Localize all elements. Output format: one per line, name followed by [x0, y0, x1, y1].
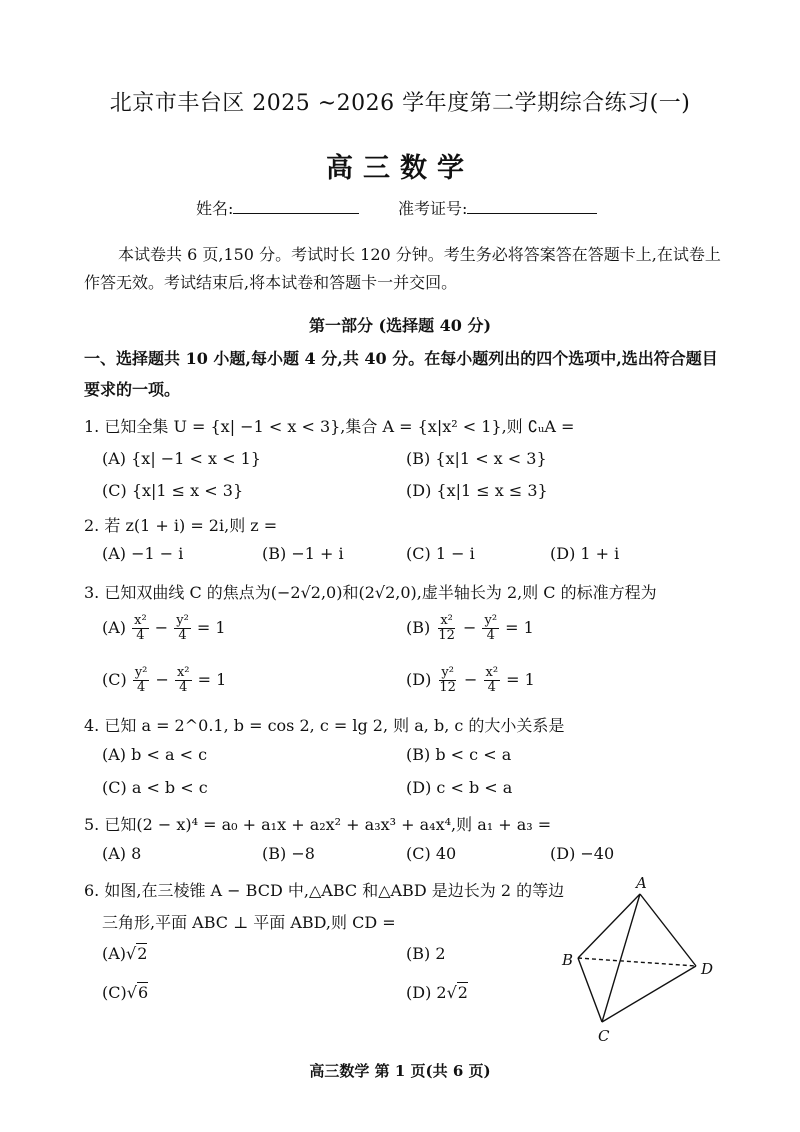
name-label: 姓名: [196, 199, 234, 218]
q3-c-den2: 4 [179, 680, 188, 695]
vertex-label-d: D [701, 960, 714, 978]
q3-d-num2: x² [485, 665, 499, 680]
q2-option-a: (A) −1 − i [102, 544, 184, 563]
q3-b-rhs: = 1 [505, 618, 534, 637]
q3-d-rhs: = 1 [506, 670, 535, 689]
q3-b-label: (B) [406, 618, 431, 637]
q5-option-b: (B) −8 [262, 844, 315, 863]
exam-title: 北京市丰台区 2025 ~2026 学年度第二学期综合练习(一) [109, 91, 691, 116]
q2-option-d: (D) 1 + i [550, 544, 620, 563]
q3-a-rhs: = 1 [196, 618, 226, 637]
name-field [196, 196, 359, 219]
question-2-stem: 2. 若 z(1 + i) = 2i,则 z = [84, 516, 278, 535]
q6-c-radicand: 6 [137, 983, 149, 1002]
q5-option-c: (C) 40 [406, 844, 457, 863]
page-footer: 高三数学 第 1 页(共 6 页) [309, 1062, 491, 1080]
q6-option-b: (B) 2 [406, 944, 446, 963]
q6-a-label: (A) [102, 944, 127, 963]
q6-a-radicand: 2 [137, 944, 148, 963]
q2-option-c: (C) 1 − i [406, 544, 475, 563]
q3-a-den2: 4 [178, 628, 187, 643]
q3-b-num2: y² [484, 613, 498, 628]
q3-c-num1: y² [134, 665, 148, 680]
question-3-stem: 3. 已知双曲线 C 的焦点为(−2√2,0)和(2√2,0),虚半轴长为 2,则 C 的标准方程为 [84, 583, 657, 602]
vertex-label-b: B [562, 951, 574, 969]
vertex-label-c: C [598, 1027, 610, 1045]
subject-title: 高三数学 [326, 153, 474, 184]
q3-a-num1: x² [134, 613, 147, 628]
q3-option-a: (A) $\frac{\text{x²}}{4}$ − $\frac{\text{y²}}{4}$ = 1 [102, 613, 226, 643]
q3-option-c: (C) $\frac{\text{y²}}{4}$ − $\frac{\text{x²}}{4}$ = 1 [102, 665, 227, 695]
section-heading: 一、选择题共 10 小题,每小题 4 分,共 40 分。在每小题列出的四个选项中,选出符合题目要求的一项。 [84, 349, 718, 399]
q6-option-a: (A)√2 [102, 944, 148, 963]
tetrahedron-figure [548, 870, 728, 1050]
part-heading: 第一部分 (选择题 40 分) [308, 316, 492, 335]
name-blank [233, 197, 359, 214]
q5-option-d: (D) −40 [550, 844, 615, 863]
exam-id-label: 准考证号: [398, 199, 468, 218]
q3-option-b: (B) $\frac{\text{x²}}{12}$ − $\frac{\text{y²}}{4}$ = 1 [406, 613, 534, 643]
instructions: 本试卷共 6 页,150 分。考试时长 120 分钟。考生务必将答案答在答题卡上,在试卷上作答无效。考试结束后,将本试卷和答题卡一并交回。 [84, 245, 721, 292]
q3-a-num2: y² [176, 613, 189, 628]
q3-d-den2: 4 [487, 680, 496, 695]
q6-d-label: (D) 2 [406, 983, 447, 1002]
question-4-stem: 4. 已知 a = 2^0.1, b = cos 2, c = lg 2, 则 a, b, c 的大小关系是 [84, 716, 565, 735]
q6-d-radicand: 2 [457, 983, 468, 1002]
q3-b-den1: 12 [438, 628, 455, 643]
q6-c-label: (C) [102, 983, 127, 1002]
q4-option-d: (D) c < b < a [406, 778, 513, 797]
q4-option-b: (B) b < c < a [406, 745, 512, 764]
q3-d-den1: 12 [439, 680, 456, 695]
q3-a-label: (A) [102, 618, 127, 637]
question-1-stem: 1. 已知全集 U = {x| −1 < x < 3},集合 A = {x|x² < 1},则 ∁ᵤA = [84, 417, 575, 436]
question-6-stem-line1: 6. 如图,在三棱锥 A − BCD 中,△ABC 和△ABD 是边长为 2 的等边 [84, 881, 565, 900]
q3-d-num1: y² [441, 665, 454, 680]
q3-c-rhs: = 1 [197, 670, 227, 689]
edge-bd-hidden [578, 958, 696, 966]
q5-option-a: (A) 8 [102, 844, 142, 863]
exam-id-field [398, 196, 597, 219]
q3-d-label: (D) [406, 670, 432, 689]
q6-option-d: (D) 2√2 [406, 983, 468, 1002]
q3-b-num1: x² [440, 613, 453, 628]
q3-option-d: (D) $\frac{\text{y²}}{12}$ − $\frac{\text{x²}}{4}$ = 1 [406, 665, 535, 695]
edge-bc [578, 958, 602, 1022]
vertex-label-a: A [636, 874, 647, 892]
q1-option-c: (C) {x|1 ≤ x < 3} [102, 481, 244, 500]
q6-option-c: (C)√6 [102, 983, 149, 1002]
q1-option-d: (D) {x|1 ≤ x ≤ 3} [406, 481, 548, 500]
q3-c-den1: 4 [136, 680, 146, 695]
question-5-stem: 5. 已知(2 − x)⁴ = a₀ + a₁x + a₂x² + a₃x³ + a₄x⁴,则 a₁ + a₃ = [84, 815, 552, 834]
q3-a-den1: 4 [136, 628, 145, 643]
exam-id-blank [467, 197, 597, 214]
q1-option-a: (A) {x| −1 < x < 1} [102, 449, 261, 468]
edge-ad [640, 894, 696, 966]
question-6-stem-line2: 三角形,平面 ABC ⊥ 平面 ABD,则 CD = [102, 913, 396, 932]
q2-option-b: (B) −1 + i [262, 544, 344, 563]
q4-option-a: (A) b < a < c [102, 745, 208, 764]
q4-option-c: (C) a < b < c [102, 778, 208, 797]
q3-b-den2: 4 [486, 628, 495, 643]
q3-c-label: (C) [102, 670, 127, 689]
q3-c-num2: x² [176, 665, 190, 680]
q1-option-b: (B) {x|1 < x < 3} [406, 449, 547, 468]
